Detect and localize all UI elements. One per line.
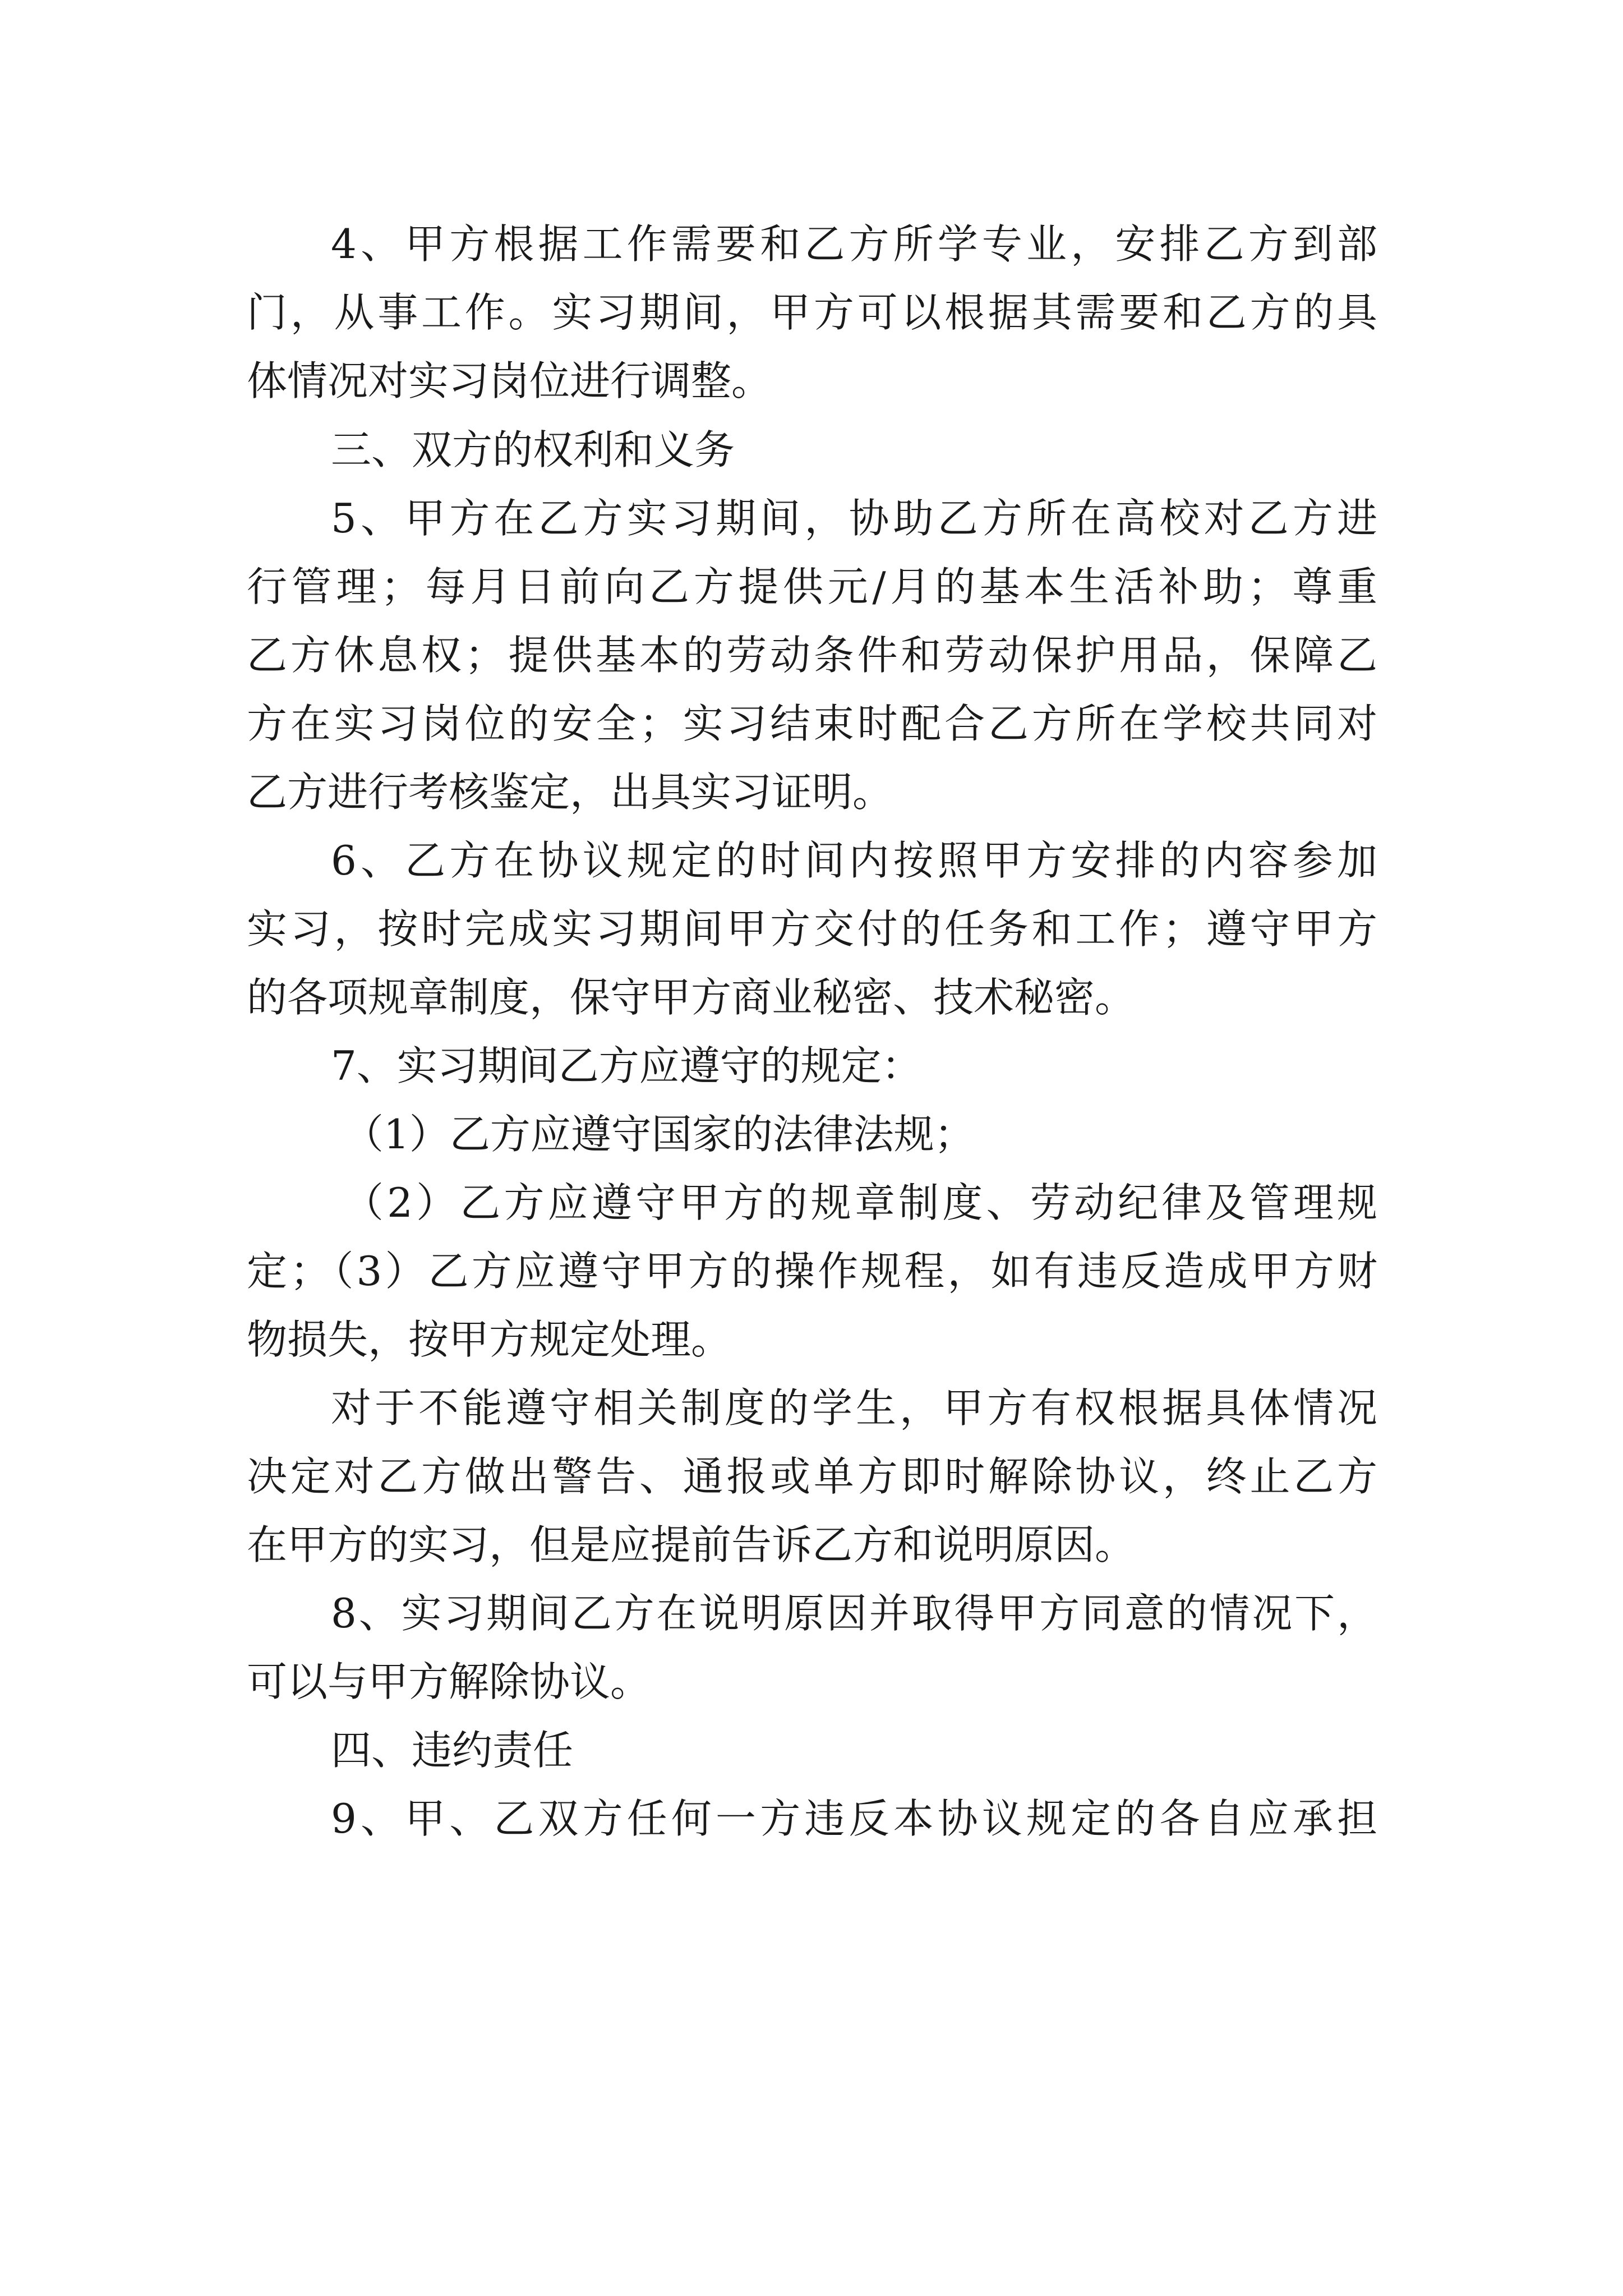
paragraph-4-line-3: 体情况对实习岗位进行调整。	[247, 357, 772, 404]
paragraph-5-line-2: 行管理；每月日前向乙方提供元/月的基本生活补助；尊重	[247, 563, 1377, 610]
paragraph-discipline-line-2: 决定对乙方做出警告、通报或单方即时解除协议，终止乙方	[247, 1453, 1377, 1500]
paragraph-5-line-5: 乙方进行考核鉴定，出具实习证明。	[247, 769, 893, 816]
paragraph-4-line-2: 门，从事工作。实习期间，甲方可以根据其需要和乙方的具	[247, 289, 1377, 336]
item-2-line-1: （2）乙方应遵守甲方的规章制度、劳动纪律及管理规	[343, 1179, 1377, 1226]
paragraph-6-line-2: 实习，按时完成实习期间甲方交付的任务和工作；遵守甲方	[247, 905, 1377, 953]
paragraph-9-line-1: 9、甲、乙双方任何一方违反本协议规定的各自应承担	[331, 1795, 1377, 1842]
paragraph-8-line-2: 可以与甲方解除协议。	[247, 1658, 651, 1705]
paragraph-discipline-line-3: 在甲方的实习，但是应提前告诉乙方和说明原因。	[247, 1521, 1136, 1568]
paragraph-6-line-1: 6、乙方在协议规定的时间内按照甲方安排的内容参加	[331, 837, 1377, 884]
paragraph-7-line-1: 7、实习期间乙方应遵守的规定：	[331, 1042, 922, 1089]
item-1-line-1: （1）乙方应遵守国家的法律法规；	[343, 1111, 975, 1158]
paragraph-5-line-4: 方在实习岗位的安全；实习结束时配合乙方所在学校共同对	[247, 700, 1377, 747]
section-heading-rights: 三、双方的权利和义务	[331, 426, 735, 473]
paragraph-4-line-1: 4、甲方根据工作需要和乙方所学专业，安排乙方到部	[331, 220, 1377, 268]
section-heading-liability: 四、违约责任	[331, 1727, 574, 1774]
paragraph-8-line-1: 8、实习期间乙方在说明原因并取得甲方同意的情况下，	[331, 1590, 1377, 1637]
paragraph-5-line-1: 5、甲方在乙方实习期间，协助乙方所在高校对乙方进	[331, 495, 1377, 542]
paragraph-5-line-3: 乙方休息权；提供基本的劳动条件和劳动保护用品，保障乙	[247, 632, 1377, 679]
item-3-line-2: 物损失，按甲方规定处理。	[247, 1316, 732, 1363]
paragraph-discipline-line-1: 对于不能遵守相关制度的学生，甲方有权根据具体情况	[331, 1384, 1377, 1432]
paragraph-6-line-3: 的各项规章制度，保守甲方商业秘密、技术秘密。	[247, 974, 1136, 1021]
item-2-line-2: 定；（3）乙方应遵守甲方的操作规程，如有违反造成甲方财	[247, 1248, 1377, 1295]
